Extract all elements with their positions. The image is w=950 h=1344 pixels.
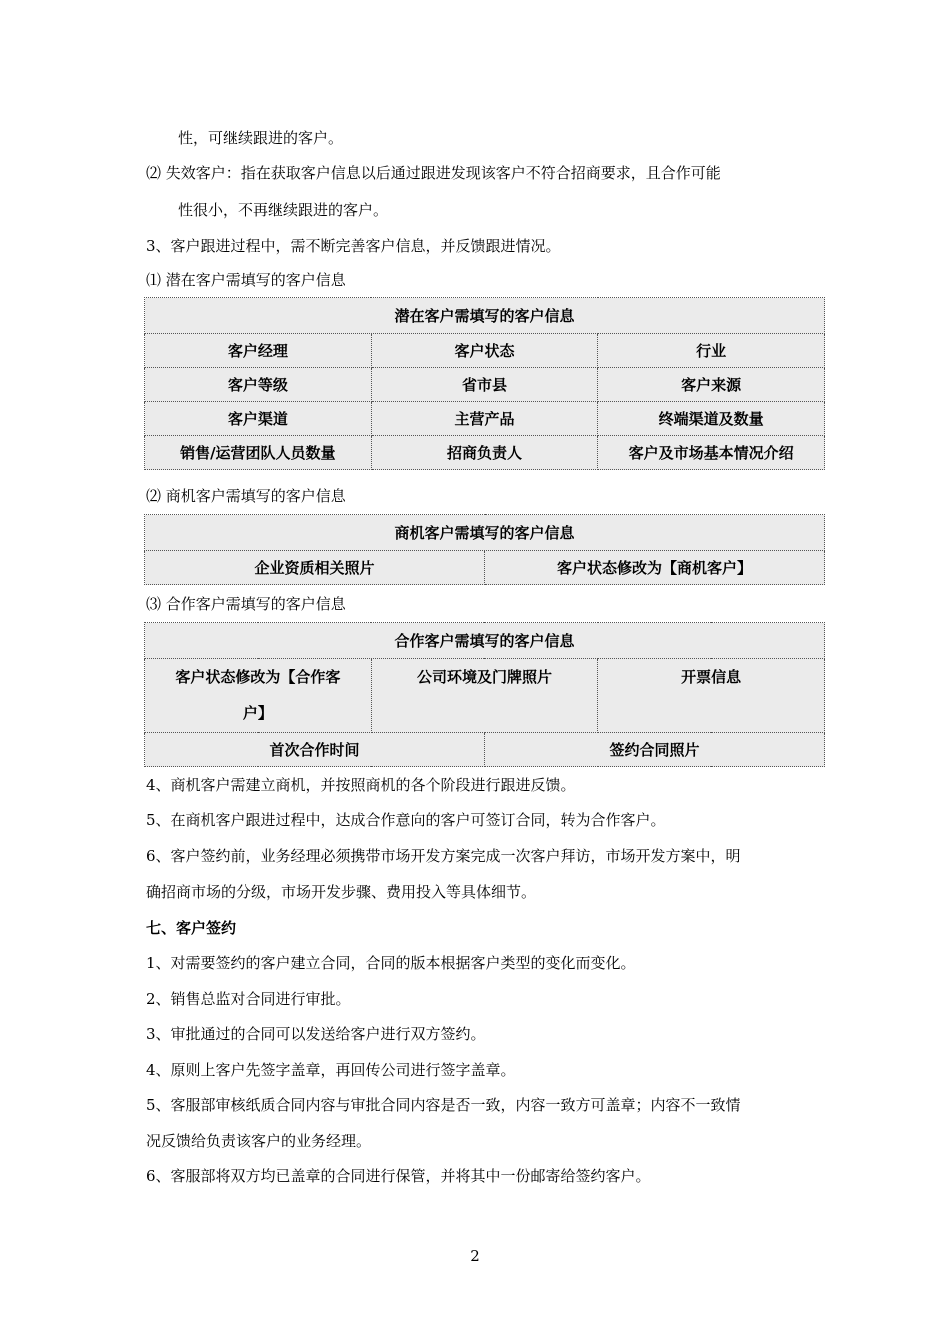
table-cell: 首次合作时间 <box>145 733 485 767</box>
signing-item-6: 6、客服部将双方均已盖章的合同进行保管，并将其中一份邮寄给签约客户。 <box>146 1167 651 1185</box>
signing-item-1: 1、对需要签约的客户建立合同，合同的版本根据客户类型的变化而变化。 <box>146 954 636 972</box>
signing-item-5: 5、客服部审核纸质合同内容与审批合同内容是否一致，内容一致方可盖章；内容不一致情 <box>146 1096 741 1114</box>
table-cell: 客户等级 <box>145 368 372 402</box>
paragraph-item-3: 3、客户跟进过程中，需不断完善客户信息，并反馈跟进情况。 <box>146 237 561 255</box>
table-cell: 招商负责人 <box>371 436 598 470</box>
paragraph-item-5: 5、在商机客户跟进过程中，达成合作意向的客户可签订合同，转为合作客户。 <box>146 811 666 829</box>
paragraph-invalid-customer: ⑵ 失效客户：指在获取客户信息以后通过跟进发现该客户不符合招商要求，且合作可能 <box>146 164 721 182</box>
paragraph-invalid-customer-cont: 性很小，不再继续跟进的客户。 <box>178 201 389 219</box>
signing-item-3: 3、审批通过的合同可以发送给客户进行双方签约。 <box>146 1025 486 1043</box>
table-cell: 行业 <box>598 334 825 368</box>
table-row <box>145 551 825 585</box>
table2-label: ⑵ 商机客户需填写的客户信息 <box>146 487 346 505</box>
table-cell: 客户来源 <box>598 368 825 402</box>
cell-line: 客户状态修改为【合作客 <box>175 668 341 686</box>
signing-item-5-cont: 况反馈给负责该客户的业务经理。 <box>146 1132 372 1150</box>
table3-title: 合作客户需填写的客户信息 <box>145 623 825 659</box>
signing-item-2: 2、销售总监对合同进行审批。 <box>146 990 351 1008</box>
table-cell: 签约合同照片 <box>484 733 824 767</box>
section-title: 七、客户签约 <box>146 919 237 937</box>
paragraph-continuation: 性，可继续跟进的客户。 <box>178 129 344 147</box>
table-cell: 客户状态修改为【商机客户】 <box>485 551 825 585</box>
paragraph-item-4: 4、商机客户需建立商机，并按照商机的各个阶段进行跟进反馈。 <box>146 776 576 794</box>
table-cell: 客户状态 <box>371 334 598 368</box>
table2-title: 商机客户需填写的客户信息 <box>145 515 825 551</box>
table-cell: 公司环境及门牌照片 <box>371 659 598 733</box>
table-cell: 客户及市场基本情况介绍 <box>598 436 825 470</box>
table-row <box>145 334 825 368</box>
table-cell: 主营产品 <box>371 402 598 436</box>
table-row <box>145 402 825 436</box>
cell-line: 户】 <box>242 704 273 722</box>
paragraph-item-6-cont: 确招商市场的分级，市场开发步骤、费用投入等具体细节。 <box>146 883 537 901</box>
page-number: 2 <box>470 1247 480 1265</box>
paragraph-item-6: 6、客户签约前，业务经理必须携带市场开发方案完成一次客户拜访，市场开发方案中，明 <box>146 847 741 865</box>
table-cell <box>145 659 372 733</box>
table1-label: ⑴ 潜在客户需填写的客户信息 <box>146 271 346 289</box>
table-cell: 客户渠道 <box>145 402 372 436</box>
table-cell: 销售/运营团队人员数量 <box>145 436 372 470</box>
partner-customer-table <box>144 622 825 767</box>
table-cell: 开票信息 <box>598 659 825 733</box>
table-cell: 省市县 <box>371 368 598 402</box>
table-cell: 终端渠道及数量 <box>598 402 825 436</box>
potential-customer-table <box>144 297 825 470</box>
table1-title: 潜在客户需填写的客户信息 <box>145 298 825 334</box>
table-row <box>145 659 825 733</box>
table3-label: ⑶ 合作客户需填写的客户信息 <box>146 595 346 613</box>
table-cell: 企业资质相关照片 <box>145 551 485 585</box>
signing-item-4: 4、原则上客户先签字盖章，再回传公司进行签字盖章。 <box>146 1061 516 1079</box>
table-cell: 客户经理 <box>145 334 372 368</box>
table-row <box>145 733 825 767</box>
opportunity-customer-table <box>144 514 825 585</box>
table-row <box>145 368 825 402</box>
table-row <box>145 436 825 470</box>
